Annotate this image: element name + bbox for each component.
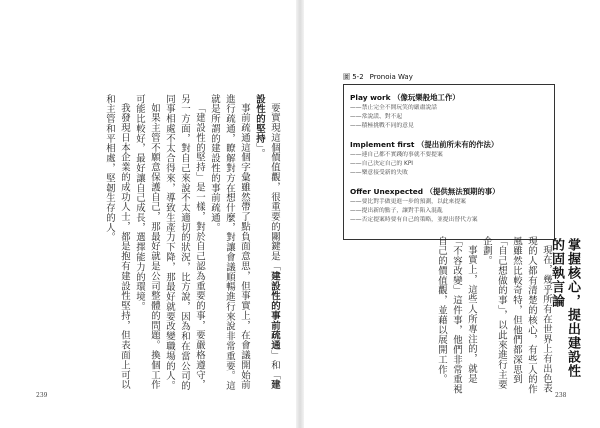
section-item: ——否定提案時要有自己的策略，並提出替代方案 <box>350 216 478 223</box>
heading-line-1: 掌握核心，提出建設性 <box>565 238 580 378</box>
section-title: Implement first （提出前所未有的作法） <box>350 140 499 149</box>
section-item: ——常說謊、對不起 <box>350 113 403 120</box>
heading-line-2: 的固執言論 <box>549 238 564 308</box>
right-paragraph-2: 事實上，這些人所專注的，就是「不容改變」這件事，他們非常重視自己的價值觀，並藉以展開工作。 <box>436 236 477 395</box>
section-item: ——樂意接受新的失敗 <box>350 169 408 176</box>
page-gutter <box>296 0 304 428</box>
figure-section-offer-unexpected <box>350 186 550 224</box>
figure-number: 圖 5-2 <box>343 73 364 81</box>
figure-panel <box>343 84 555 240</box>
right-paragraph-1: 現在，幾乎所有在世界上有出色表現的人都有清楚的核心，有些人的作風雖然比較奇特，但他們都深思到「自己想做的事」，以此來進行主要企劃。 <box>481 236 552 395</box>
right-page-number: 238 <box>555 392 567 399</box>
left-page-body <box>60 94 282 394</box>
section-item: ——積極挑戰不同的意見 <box>350 122 414 129</box>
section-item: ——要比對手做更進一步的預測，以此來提案 <box>350 199 466 205</box>
right-page-body <box>436 236 554 396</box>
section-item: ——連自己都不實踐的事就不要提案 <box>350 152 443 158</box>
figure-name: Pronoia Way <box>369 73 413 81</box>
left-paragraph-4: 如果主管不願意保護自己，那最好就是公司整體的問題。換個工作可能比較好，最好讓自己成長，選擇能力的環境。 <box>134 94 160 391</box>
left-paragraph-5: 我發現日本企業的成功人士，都是抱有建設性堅持，但表面上可以和主管和平相處，堅韌生存的人。 <box>104 94 130 391</box>
section-item: ——自己決定自己的 KPI <box>350 160 414 167</box>
left-paragraph-1: 要實現這個價值觀，很重要的關鍵是「建設性的事前疏通」和「建設性的堅持」。 <box>254 94 280 391</box>
section-item: ——提出新的點子，讓對手陷入混亂 <box>350 207 443 214</box>
section-title: Offer Unexpected （提供無法預期的事） <box>350 187 500 196</box>
figure-section-implement-first <box>350 139 550 177</box>
figure-title <box>343 72 419 82</box>
left-paragraph-2: 事前疏通這個字彙雖然帶了點負面意思，但事實上，在會議開始前進行疏通，瞭解對方在想什麼，對讓會議順暢進行來說非常重要。這就是所謂的建設性的事前疏通。 <box>209 94 250 391</box>
figure-section-play-work <box>350 92 550 130</box>
left-paragraph-3: 「建設性的堅持」是一樣，對於自己認為重要的事，要嚴格遵守，另一方面，對自己來說不太適切的狀況，比方說，因為和在當公司的同事相處不太合得來，導致生產力下降，那最好就要改變職場的人。 <box>164 94 205 391</box>
left-page-number: 239 <box>36 392 48 399</box>
section-item: ——禁止完全不開玩笑的嚴肅說話 <box>350 105 437 111</box>
section-title: Play work （像玩樂般地工作） <box>350 93 460 102</box>
